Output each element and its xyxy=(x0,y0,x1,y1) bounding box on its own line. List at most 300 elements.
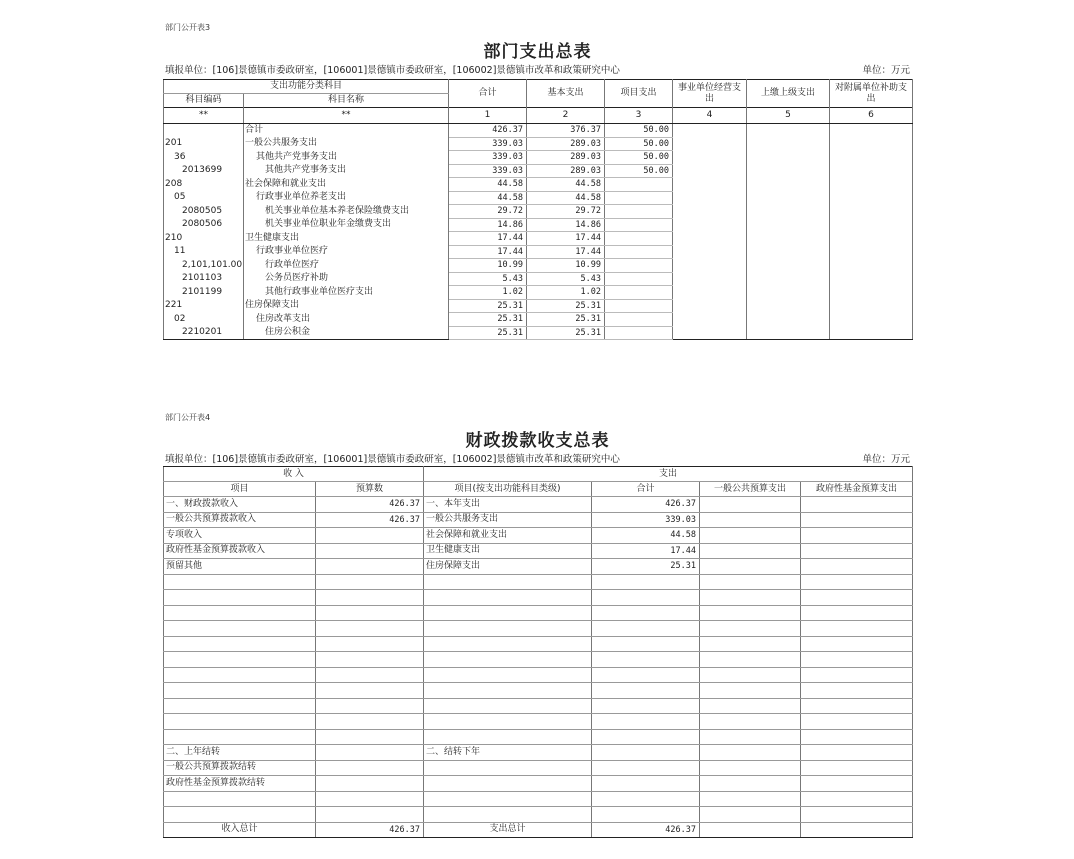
cell-empty xyxy=(700,559,801,575)
cell-empty xyxy=(747,191,830,205)
cell-empty xyxy=(700,512,801,528)
cell-name: 行政事业单位医疗 xyxy=(244,245,449,259)
index-5: 5 xyxy=(747,108,830,124)
cell-in-item xyxy=(164,605,316,621)
cell-in-amt xyxy=(316,729,424,745)
cell-empty xyxy=(673,191,747,205)
table-row xyxy=(164,636,913,652)
cell-out-total xyxy=(592,791,700,807)
cell-out-total xyxy=(592,776,700,792)
table-row xyxy=(164,605,913,621)
cell-name: 其他行政事业单位医疗支出 xyxy=(244,286,449,300)
cell-basic: 289.03 xyxy=(527,137,605,151)
cell-code: 2080506 xyxy=(164,218,244,232)
table-row xyxy=(164,286,913,300)
cell-project: 50.00 xyxy=(605,124,673,138)
cell-empty xyxy=(830,272,913,286)
table-row xyxy=(164,151,913,165)
table-row xyxy=(164,272,913,286)
cell-empty xyxy=(673,286,747,300)
cell-empty xyxy=(830,259,913,273)
cell-empty xyxy=(801,807,913,823)
cell-in-amt: 426.37 xyxy=(316,497,424,513)
cell-in-amt xyxy=(316,698,424,714)
cell-out-item xyxy=(424,760,592,776)
cell-in-item xyxy=(164,807,316,823)
table-row xyxy=(164,205,913,219)
cell-out-item xyxy=(424,683,592,699)
index-4: 4 xyxy=(673,108,747,124)
cell-total: 5.43 xyxy=(449,272,527,286)
header-budget: 预算数 xyxy=(316,482,424,497)
cell-empty xyxy=(801,776,913,792)
table-row xyxy=(164,512,913,528)
cell-empty xyxy=(700,698,801,714)
cell-empty xyxy=(673,205,747,219)
table-row xyxy=(164,543,913,559)
cell-in-item: 专项收入 xyxy=(164,528,316,544)
cell-basic: 44.58 xyxy=(527,178,605,192)
cell-project xyxy=(605,218,673,232)
cell-empty xyxy=(830,178,913,192)
cell-code: 2210201 xyxy=(164,326,244,340)
cell-empty xyxy=(801,667,913,683)
cell-out-item: 一般公共服务支出 xyxy=(424,512,592,528)
table-row xyxy=(164,667,913,683)
cell-out-item xyxy=(424,729,592,745)
header-code: 科目编码 xyxy=(164,94,244,108)
cell-empty xyxy=(830,151,913,165)
cell-basic: 29.72 xyxy=(527,205,605,219)
table-row xyxy=(164,124,913,138)
cell-empty xyxy=(700,543,801,559)
cell-out-total: 339.03 xyxy=(592,512,700,528)
cell-basic: 5.43 xyxy=(527,272,605,286)
cell-in-item xyxy=(164,714,316,730)
cell-name: 社会保障和就业支出 xyxy=(244,178,449,192)
cell-in-amt xyxy=(316,683,424,699)
cell-out-total xyxy=(592,683,700,699)
table-row xyxy=(164,698,913,714)
cell-total: 25.31 xyxy=(449,313,527,327)
cell-empty xyxy=(801,822,913,838)
table-row xyxy=(164,528,913,544)
cell-empty xyxy=(830,218,913,232)
cell-in-amt xyxy=(316,667,424,683)
cell-code: 2080505 xyxy=(164,205,244,219)
cell-empty xyxy=(747,326,830,340)
cell-empty xyxy=(830,245,913,259)
cell-out-item xyxy=(424,574,592,590)
header-basic: 基本支出 xyxy=(527,80,605,108)
index-name: ** xyxy=(244,108,449,124)
cell-empty xyxy=(747,313,830,327)
table-row xyxy=(164,574,913,590)
index-6: 6 xyxy=(830,108,913,124)
cell-empty xyxy=(673,218,747,232)
cell-empty xyxy=(830,326,913,340)
cell-basic: 10.99 xyxy=(527,259,605,273)
cell-out-total xyxy=(592,698,700,714)
cell-empty xyxy=(673,164,747,178)
cell-empty xyxy=(747,232,830,246)
cell-total: 25.31 xyxy=(449,326,527,340)
cell-project xyxy=(605,191,673,205)
cell-project xyxy=(605,232,673,246)
cell-empty xyxy=(801,590,913,606)
cell-out-item xyxy=(424,667,592,683)
cell-empty xyxy=(801,714,913,730)
cell-name: 一般公共服务支出 xyxy=(244,137,449,151)
cell-empty xyxy=(700,497,801,513)
cell-empty xyxy=(801,791,913,807)
cell-project xyxy=(605,245,673,259)
total-out-label: 支出总计 xyxy=(424,822,592,838)
cell-empty xyxy=(700,636,801,652)
cell-empty xyxy=(801,605,913,621)
cell-in-amt xyxy=(316,590,424,606)
cell-empty xyxy=(673,259,747,273)
cell-out-item: 社会保障和就业支出 xyxy=(424,528,592,544)
cell-total: 1.02 xyxy=(449,286,527,300)
cell-empty xyxy=(673,124,747,138)
table-row xyxy=(164,776,913,792)
cell-in-amt xyxy=(316,760,424,776)
cell-basic: 17.44 xyxy=(527,245,605,259)
header-name: 科目名称 xyxy=(244,94,449,108)
table-row xyxy=(164,191,913,205)
cell-out-item xyxy=(424,807,592,823)
cell-empty xyxy=(673,326,747,340)
table-row xyxy=(164,714,913,730)
cell-empty xyxy=(801,559,913,575)
table-row xyxy=(164,621,913,637)
cell-in-item: 一、财政拨款收入 xyxy=(164,497,316,513)
cell-project: 50.00 xyxy=(605,164,673,178)
cell-out-total xyxy=(592,729,700,745)
cell-total: 339.03 xyxy=(449,137,527,151)
cell-code: 02 xyxy=(164,313,244,327)
cell-out-total xyxy=(592,605,700,621)
cell-out-total xyxy=(592,760,700,776)
table-row xyxy=(164,590,913,606)
cell-empty xyxy=(673,232,747,246)
cell-empty xyxy=(801,528,913,544)
cell-in-amt xyxy=(316,714,424,730)
table-row xyxy=(164,497,913,513)
cell-project xyxy=(605,205,673,219)
cell-out-total: 25.31 xyxy=(592,559,700,575)
cell-code: 2101103 xyxy=(164,272,244,286)
cell-out-total xyxy=(592,636,700,652)
table-row xyxy=(164,683,913,699)
table1-tag: 部门公开表3 xyxy=(165,23,211,32)
cell-empty xyxy=(700,652,801,668)
cell-out-item xyxy=(424,714,592,730)
cell-in-amt xyxy=(316,807,424,823)
cell-in-item xyxy=(164,574,316,590)
cell-code: 05 xyxy=(164,191,244,205)
cell-in-amt xyxy=(316,543,424,559)
cell-total: 339.03 xyxy=(449,164,527,178)
cell-out-total xyxy=(592,667,700,683)
cell-empty xyxy=(801,652,913,668)
header-general: 一般公共预算支出 xyxy=(700,482,801,497)
cell-empty xyxy=(830,164,913,178)
cell-empty xyxy=(700,807,801,823)
table-row xyxy=(164,791,913,807)
header-exp-total: 合计 xyxy=(592,482,700,497)
table-row xyxy=(164,137,913,151)
index-1: 1 xyxy=(449,108,527,124)
table1-title: 部门支出总表 xyxy=(483,42,592,62)
cell-total: 17.44 xyxy=(449,245,527,259)
cell-empty xyxy=(801,497,913,513)
cell-empty xyxy=(673,299,747,313)
table-row xyxy=(164,313,913,327)
cell-empty xyxy=(700,760,801,776)
cell-empty xyxy=(830,137,913,151)
table1-org: 填报单位：[106]景德镇市委政研室，[106001]景德镇市委政研室，[106002]景德镇市改革和政策研究中心 xyxy=(165,65,620,76)
table-row xyxy=(164,259,913,273)
table-row xyxy=(164,559,913,575)
cell-in-item xyxy=(164,683,316,699)
header-expense: 支出 xyxy=(424,467,913,482)
cell-empty xyxy=(747,151,830,165)
cell-in-item: 政府性基金预算拨款收入 xyxy=(164,543,316,559)
cell-out-total xyxy=(592,745,700,761)
cell-out-total xyxy=(592,714,700,730)
cell-empty xyxy=(700,683,801,699)
cell-out-item xyxy=(424,621,592,637)
table2-title: 财政拨款收支总表 xyxy=(465,431,610,451)
cell-empty xyxy=(830,313,913,327)
cell-empty xyxy=(830,191,913,205)
cell-empty xyxy=(801,621,913,637)
cell-in-item: 二、上年结转 xyxy=(164,745,316,761)
cell-in-amt xyxy=(316,652,424,668)
cell-empty xyxy=(700,528,801,544)
cell-project: 50.00 xyxy=(605,151,673,165)
cell-project xyxy=(605,326,673,340)
index-2: 2 xyxy=(527,108,605,124)
cell-basic: 289.03 xyxy=(527,164,605,178)
cell-out-item xyxy=(424,791,592,807)
cell-out-total xyxy=(592,807,700,823)
cell-code: 2101199 xyxy=(164,286,244,300)
cell-in-amt xyxy=(316,745,424,761)
cell-empty xyxy=(801,745,913,761)
cell-in-amt xyxy=(316,621,424,637)
header-item: 项目 xyxy=(164,482,316,497)
cell-in-item: 政府性基金预算拨款结转 xyxy=(164,776,316,792)
cell-empty xyxy=(801,543,913,559)
cell-empty xyxy=(700,791,801,807)
cell-in-item: 一般公共预算拨款结转 xyxy=(164,760,316,776)
header-business: 事业单位经营支出 xyxy=(673,80,747,108)
cell-in-item: 预留其他 xyxy=(164,559,316,575)
cell-out-item xyxy=(424,776,592,792)
cell-out-total xyxy=(592,590,700,606)
cell-empty xyxy=(801,683,913,699)
cell-out-total: 44.58 xyxy=(592,528,700,544)
cell-in-item: 一般公共预算拨款收入 xyxy=(164,512,316,528)
cell-empty xyxy=(830,286,913,300)
table2-org: 填报单位：[106]景德镇市委政研室，[106001]景德镇市委政研室，[106002]景德镇市改革和政策研究中心 xyxy=(165,454,620,465)
table-row xyxy=(164,178,913,192)
cell-empty xyxy=(700,574,801,590)
cell-basic: 1.02 xyxy=(527,286,605,300)
cell-out-total xyxy=(592,574,700,590)
cell-out-item: 住房保障支出 xyxy=(424,559,592,575)
cell-out-item: 一、本年支出 xyxy=(424,497,592,513)
table2-tag: 部门公开表4 xyxy=(165,413,211,422)
cell-empty xyxy=(747,124,830,138)
cell-empty xyxy=(830,299,913,313)
cell-in-amt xyxy=(316,605,424,621)
header-project: 项目支出 xyxy=(605,80,673,108)
cell-project xyxy=(605,313,673,327)
cell-code: 36 xyxy=(164,151,244,165)
cell-empty xyxy=(700,822,801,838)
table-row xyxy=(164,652,913,668)
cell-name: 其他共产党事务支出 xyxy=(244,164,449,178)
cell-empty xyxy=(801,574,913,590)
cell-out-item xyxy=(424,698,592,714)
cell-name: 行政单位医疗 xyxy=(244,259,449,273)
cell-in-amt: 426.37 xyxy=(316,512,424,528)
cell-in-amt xyxy=(316,574,424,590)
header-income: 收 入 xyxy=(164,467,424,482)
cell-empty xyxy=(830,205,913,219)
cell-total: 14.86 xyxy=(449,218,527,232)
cell-total: 17.44 xyxy=(449,232,527,246)
table-row xyxy=(164,807,913,823)
cell-empty xyxy=(801,698,913,714)
cell-in-item xyxy=(164,621,316,637)
cell-in-item xyxy=(164,791,316,807)
cell-in-item xyxy=(164,590,316,606)
cell-name: 公务员医疗补助 xyxy=(244,272,449,286)
total-out-amt: 426.37 xyxy=(592,822,700,838)
cell-out-item xyxy=(424,605,592,621)
cell-out-item: 二、结转下年 xyxy=(424,745,592,761)
cell-name: 机关事业单位职业年金缴费支出 xyxy=(244,218,449,232)
cell-basic: 17.44 xyxy=(527,232,605,246)
cell-empty xyxy=(700,729,801,745)
fiscal-appropriation-table xyxy=(163,466,913,838)
cell-basic: 289.03 xyxy=(527,151,605,165)
cell-empty xyxy=(700,776,801,792)
cell-total: 25.31 xyxy=(449,299,527,313)
cell-name: 其他共产党事务支出 xyxy=(244,151,449,165)
cell-empty xyxy=(747,137,830,151)
cell-project xyxy=(605,299,673,313)
cell-project: 50.00 xyxy=(605,137,673,151)
table-row xyxy=(164,164,913,178)
table-row xyxy=(164,745,913,761)
cell-empty xyxy=(747,299,830,313)
cell-empty xyxy=(673,313,747,327)
cell-out-total: 17.44 xyxy=(592,543,700,559)
cell-out-item xyxy=(424,652,592,668)
table-row xyxy=(164,760,913,776)
cell-empty xyxy=(700,590,801,606)
cell-total: 426.37 xyxy=(449,124,527,138)
table-row xyxy=(164,245,913,259)
cell-in-amt xyxy=(316,528,424,544)
cell-empty xyxy=(700,621,801,637)
cell-empty xyxy=(700,667,801,683)
cell-code: 221 xyxy=(164,299,244,313)
index-3: 3 xyxy=(605,108,673,124)
table-row xyxy=(164,729,913,745)
cell-in-amt xyxy=(316,559,424,575)
cell-name: 住房改革支出 xyxy=(244,313,449,327)
cell-in-item xyxy=(164,729,316,745)
cell-out-item xyxy=(424,636,592,652)
cell-out-total xyxy=(592,621,700,637)
cell-name: 住房公积金 xyxy=(244,326,449,340)
header-upper: 上缴上级支出 xyxy=(747,80,830,108)
cell-basic: 376.37 xyxy=(527,124,605,138)
cell-empty xyxy=(747,178,830,192)
cell-name: 机关事业单位基本养老保险缴费支出 xyxy=(244,205,449,219)
total-in-label: 收入总计 xyxy=(164,822,316,838)
cell-name: 行政事业单位养老支出 xyxy=(244,191,449,205)
cell-empty xyxy=(801,636,913,652)
cell-total: 44.58 xyxy=(449,191,527,205)
cell-code: 208 xyxy=(164,178,244,192)
cell-empty xyxy=(673,137,747,151)
total-in-amt: 426.37 xyxy=(316,822,424,838)
table1-unit: 单位：万元 xyxy=(862,65,910,76)
cell-empty xyxy=(700,745,801,761)
cell-empty xyxy=(673,151,747,165)
table-row xyxy=(164,299,913,313)
cell-empty xyxy=(747,205,830,219)
table2-unit: 单位：万元 xyxy=(862,454,910,465)
cell-empty xyxy=(747,245,830,259)
header-exp-item: 项目(按支出功能科目类级) xyxy=(424,482,592,497)
header-total: 合计 xyxy=(449,80,527,108)
cell-basic: 14.86 xyxy=(527,218,605,232)
cell-empty xyxy=(747,272,830,286)
cell-empty xyxy=(801,512,913,528)
cell-in-amt xyxy=(316,791,424,807)
cell-basic: 44.58 xyxy=(527,191,605,205)
cell-basic: 25.31 xyxy=(527,326,605,340)
cell-code: 2013699 xyxy=(164,164,244,178)
cell-empty xyxy=(747,218,830,232)
cell-in-item xyxy=(164,667,316,683)
cell-total: 44.58 xyxy=(449,178,527,192)
cell-code: 210 xyxy=(164,232,244,246)
cell-in-item xyxy=(164,652,316,668)
table-row xyxy=(164,326,913,340)
cell-empty xyxy=(700,714,801,730)
cell-out-item: 卫生健康支出 xyxy=(424,543,592,559)
cell-project xyxy=(605,259,673,273)
cell-basic: 25.31 xyxy=(527,313,605,327)
cell-project xyxy=(605,178,673,192)
cell-name: 卫生健康支出 xyxy=(244,232,449,246)
index-code: ** xyxy=(164,108,244,124)
cell-name: 合计 xyxy=(244,124,449,138)
header-func-category: 支出功能分类科目 xyxy=(164,80,449,94)
cell-empty xyxy=(830,232,913,246)
cell-empty xyxy=(673,272,747,286)
